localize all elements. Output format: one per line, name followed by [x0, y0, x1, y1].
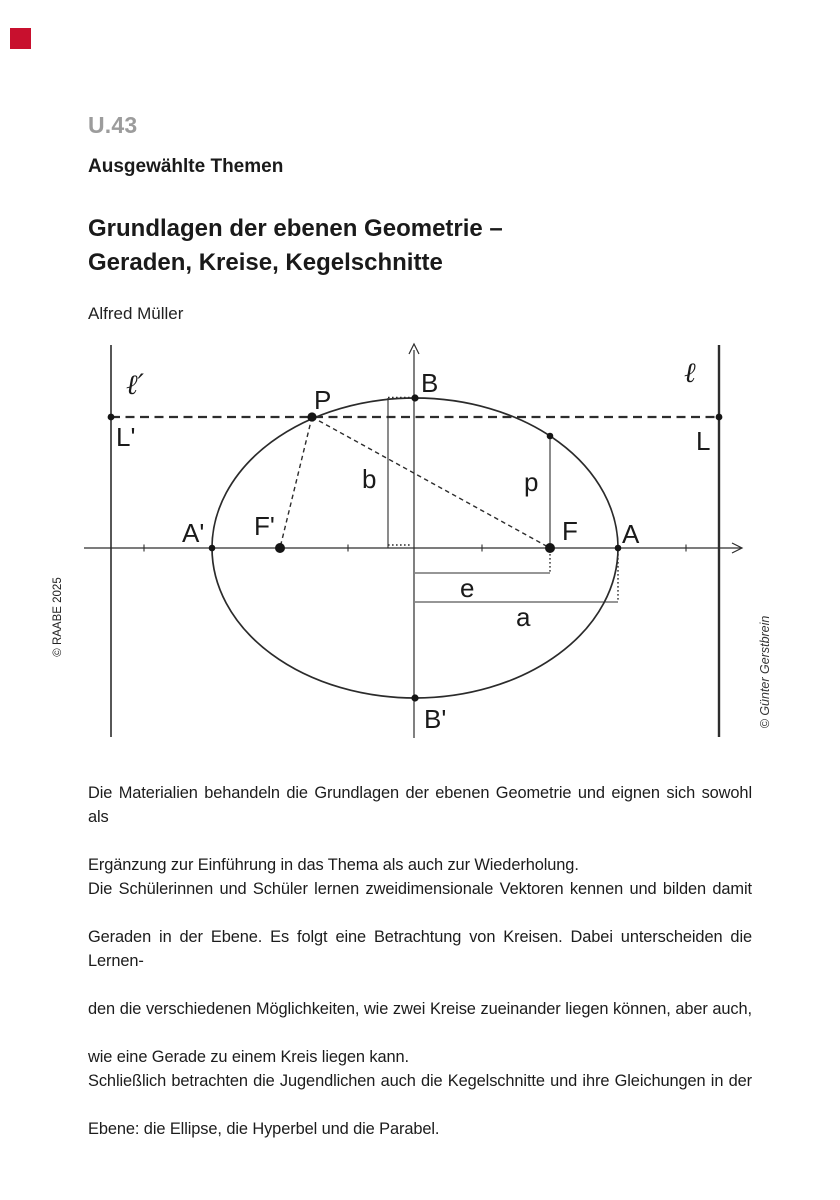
label-B: B — [421, 368, 439, 398]
page-title-line1: Grundlagen der ebenen Geometrie – — [88, 215, 503, 242]
label-L-prime: L' — [116, 422, 136, 452]
point-A-prime — [209, 545, 216, 552]
body-text-line: Ebene: die Ellipse, die Hyperbel und die Parabel. — [88, 1120, 440, 1138]
author-name: Alfred Müller — [88, 304, 184, 323]
unit-number: U.43 — [88, 112, 138, 138]
label-A: A — [622, 519, 640, 549]
label-L: L — [696, 426, 711, 456]
label-B-prime: B' — [424, 704, 447, 734]
label-b: b — [362, 464, 377, 494]
publisher-copyright: © RAABE 2025 — [52, 577, 64, 657]
label-e: e — [460, 573, 475, 603]
page-title-line2: Geraden, Kreise, Kegelschnitte — [88, 249, 443, 276]
point-B — [411, 394, 418, 401]
label-P: P — [314, 385, 332, 415]
label-directrix-right: ℓ — [684, 356, 696, 389]
label-directrix-left: ℓ′ — [126, 368, 145, 401]
point-p-top — [547, 433, 554, 440]
label-F: F — [562, 516, 578, 546]
illustrator-copyright: © Günter Gerstbrein — [758, 615, 772, 729]
label-F-prime: F' — [254, 511, 275, 541]
body-text-line: Die Materialien behandeln die Grundlagen der ebenen Geometrie und eignen sich sowohl als — [88, 784, 752, 826]
body-text-line: Schließlich betrachten die Jugendlichen auch die Kegelschnitte und ihre Gleichungen in der — [88, 1072, 752, 1090]
point-L — [716, 414, 723, 421]
point-F-prime — [275, 543, 285, 553]
label-p: p — [524, 467, 539, 497]
description-text — [88, 781, 752, 1141]
body-text-line: Ergänzung zur Einführung in das Thema als auch zur Wiederholung. — [88, 856, 579, 874]
body-text-line: wie eine Gerade zu einem Kreis liegen kann. — [88, 1048, 409, 1066]
focal-ray-P-F — [312, 417, 550, 548]
focal-ray-P-Fprime — [280, 417, 312, 548]
series-title: Ausgewählte Themen — [88, 156, 284, 177]
point-F — [545, 543, 555, 553]
body-text-line: den die verschiedenen Möglichkeiten, wie zwei Kreise zueinander liegen können, aber auch, — [88, 1000, 752, 1018]
point-B-prime — [411, 694, 418, 701]
label-a: a — [516, 602, 531, 632]
body-text-line: Die Schülerinnen und Schüler lernen zweidimensionale Vektoren kennen und bilden damit — [88, 880, 752, 898]
point-L-prime — [108, 414, 115, 421]
label-A-prime: A' — [182, 518, 205, 548]
point-A — [615, 545, 622, 552]
body-text-line: Geraden in der Ebene. Es folgt eine Betrachtung von Kreisen. Dabei unterscheiden die Lernen- — [88, 928, 752, 970]
